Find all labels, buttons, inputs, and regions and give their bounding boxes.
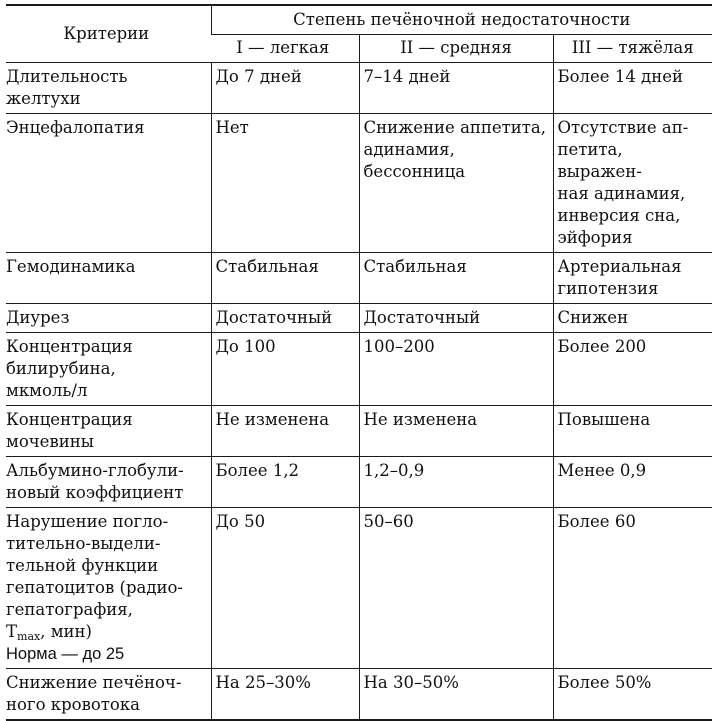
value-cell: До 7 дней xyxy=(211,63,359,114)
value-cell: Повышена xyxy=(553,406,712,457)
value-cell: На 30–50% xyxy=(359,669,553,721)
grade-header-2: II — средняя xyxy=(359,35,553,63)
value-cell: Нет xyxy=(211,114,359,253)
grade-header-1: I — легкая xyxy=(211,35,359,63)
value-cell: 100–200 xyxy=(359,333,553,406)
value-cell: Снижен xyxy=(553,304,712,333)
criterion-unit: , мин) xyxy=(40,622,92,641)
criterion-norm: Норма — до 25 xyxy=(6,645,125,663)
table-row xyxy=(6,669,712,721)
liver-failure-table xyxy=(6,4,712,721)
criterion-cell: Диурез xyxy=(6,304,211,333)
table-row xyxy=(6,114,712,253)
value-cell: Не изменена xyxy=(359,406,553,457)
value-cell: Более 14 дней xyxy=(553,63,712,114)
criterion-cell xyxy=(6,508,211,669)
table-row xyxy=(6,457,712,508)
value-cell: Достаточный xyxy=(359,304,553,333)
value-cell: Стабильная xyxy=(359,253,553,304)
value-cell: На 25–30% xyxy=(211,669,359,721)
criteria-header: Критерии xyxy=(6,5,211,63)
value-cell: Более 60 xyxy=(553,508,712,669)
criterion-cell: Гемодинамика xyxy=(6,253,211,304)
table-row xyxy=(6,508,712,669)
value-cell: Достаточный xyxy=(211,304,359,333)
value-cell: 7–14 дней xyxy=(359,63,553,114)
t-max-subscript: max xyxy=(17,630,41,643)
criterion-cell: Энцефалопатия xyxy=(6,114,211,253)
value-cell: Менее 0,9 xyxy=(553,457,712,508)
table-row xyxy=(6,304,712,333)
value-cell: Более 200 xyxy=(553,333,712,406)
criterion-text: Нарушение погло- тительно-выдели- тельной функции гепатоцитов (радио- гепатография, xyxy=(6,512,184,619)
grade-header-3: III — тяжёлая xyxy=(553,35,712,63)
criterion-cell: Снижение печёноч- ного кровотока xyxy=(6,669,211,721)
value-cell: Артериальная гипотензия xyxy=(553,253,712,304)
value-cell: Более 50% xyxy=(553,669,712,721)
criterion-cell: Концентрация билирубина, мкмоль/л xyxy=(6,333,211,406)
document-page xyxy=(6,4,712,714)
value-cell: Более 1,2 xyxy=(211,457,359,508)
value-cell: 50–60 xyxy=(359,508,553,669)
value-cell: Отсутствие ап- петита, выражен- ная адинамия, инверсия сна, эйфория xyxy=(553,114,712,253)
value-cell: 1,2–0,9 xyxy=(359,457,553,508)
value-cell: До 100 xyxy=(211,333,359,406)
value-cell: Снижение аппетита, адинамия, бессонница xyxy=(359,114,553,253)
criterion-cell: Концентрация мочевины xyxy=(6,406,211,457)
t-max-symbol: $T_{max}$ xyxy=(6,622,41,643)
criterion-cell: Длительность желтухи xyxy=(6,63,211,114)
severity-group-header: Степень печёночной недостаточности xyxy=(211,5,712,35)
table-row xyxy=(6,406,712,457)
table-header-row xyxy=(6,5,712,35)
value-cell: Стабильная xyxy=(211,253,359,304)
table-row xyxy=(6,333,712,406)
value-cell: Не изменена xyxy=(211,406,359,457)
criterion-cell: Альбумино-глобули- новый коэффициент xyxy=(6,457,211,508)
table-row xyxy=(6,63,712,114)
table-row xyxy=(6,253,712,304)
value-cell: До 50 xyxy=(211,508,359,669)
